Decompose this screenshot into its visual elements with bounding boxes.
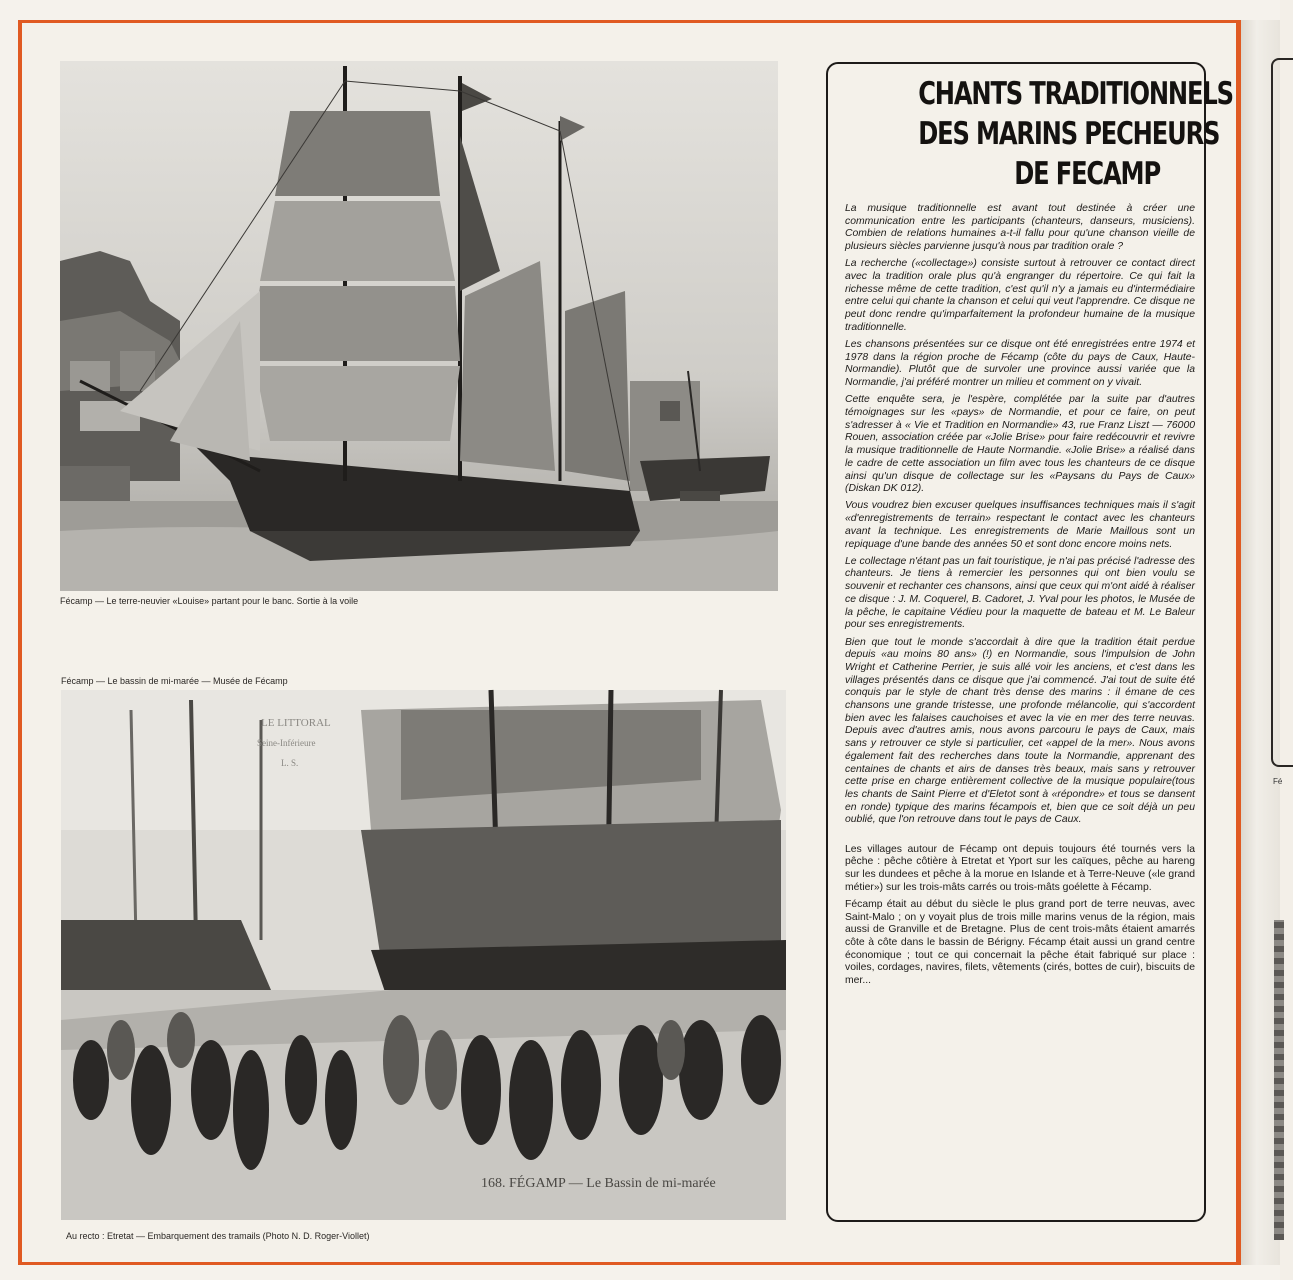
flap-caption-fragment: Fé — [1273, 777, 1283, 786]
title-line-3: DE FECAMP — [1014, 156, 1160, 192]
paragraph: Les chansons présentées sur ce disque ont été enregistrées entre 1974 et 1978 dans la région proche de Fécamp (côte du pays de Caux, Haute-Normandie). Plutôt que de survoler une province aussi variée que la Normandie, j'ai préféré montrer un milieu et comment on y vivait. — [845, 339, 1195, 389]
caption-bottom-photo: Fécamp — Le bassin de mi-marée — Musée de Fécamp — [61, 676, 288, 686]
paragraph: Fécamp était au début du siècle le plus grand port de terre neuvas, avec Saint-Malo ; on y voyait plus de trois mille marins venus de la région, mais aussi de Granville et de Bretagne. Plus de cent trois-mâts étaient amarrés côte à côte dans le bassin de Bérigny. Fécamp était aussi un grand centre économique ; tout ce qui concernait la pêche était fabriqué sur place : voiles, cordages, navires, filets, vêtements (cirés, bottes de cuir), biscuits de mer... — [845, 898, 1195, 987]
orange-edge-bottom — [20, 1262, 1260, 1265]
caption-verso: Au recto : Etretat — Embarquement des tramails (Photo N. D. Roger-Viollet) — [66, 1231, 370, 1241]
liner-notes-italic-section — [845, 203, 1195, 827]
postcard-caption: 168. FÉGAMP — Le Bassin de mi-marée — [481, 1176, 716, 1191]
ship-illustration — [60, 61, 778, 591]
orange-edge-top — [20, 20, 1260, 23]
liner-notes-history-section — [845, 844, 1195, 988]
album-title — [918, 74, 1233, 194]
title-line-2: DES MARINS PECHEURS — [918, 116, 1220, 152]
photo-bassin-mi-maree — [61, 690, 786, 1220]
postcard-stamp-line1: LE LITTORAL — [261, 717, 331, 729]
orange-edge-left — [18, 20, 22, 1265]
caption-top-photo: Fécamp — Le terre-neuvier «Louise» partant pour le banc. Sortie à la voile — [60, 596, 359, 606]
paragraph: Cette enquête sera, je l'espère, complétée par la suite par d'autres témoignages sur les «pays» de Normandie, et pour ce faire, on peut s'adresser à « Vie et Tradition en Normandie» 43, rue Franz Liszt — 76000 Rouen, association créée par «Jolie Brise» pour faire redécouvrir et revivre la musique traditionnelle de Haute Normandie. «Jolie Brise» a réalisé dans le cadre de cette association un film avec tous les chanteurs de ce disque ainsi qu'un disque de collectage sur les «Paysans du Pays de Caux» (Diskan DK 012). — [845, 394, 1195, 495]
paragraph: La recherche («collectage») consiste surtout à retrouver ce contact direct avec la tradition orale plus qu'à engranger du répertoire. Ce qui fait la richesse même de cette tradition, c'est qu'il n'y a jamais eu d'intermédiaire entre celui qui chante la chanson et celui qui veut l'apprendre. Ce disque ne peut donc rendre qu'imparfaitement la profondeur humaine de la musique traditionnelle. — [845, 258, 1195, 333]
liner-notes-text — [845, 203, 1195, 992]
postcard-stamp-line3: L. S. — [281, 758, 299, 768]
photo-terre-neuvier-louise — [60, 61, 778, 591]
paragraph: La musique traditionnelle est avant tout destinée à créer une communication entre les participants (chanteurs, danseurs, musiciens). Combien de relations humaines a-t-il fallu pour qu'une chanson vieille de plusieurs siècles parvienne jusqu'à nous par tradition orale ? — [845, 203, 1195, 253]
section-gap — [845, 832, 1195, 844]
title-line-1: CHANTS TRADITIONNELS — [918, 76, 1233, 112]
paragraph: Les villages autour de Fécamp ont depuis toujours été tournés vers la pêche : pêche côtière à Etretat et Yport sur les caïques, pêche au hareng sur les dundees et pêche à la morue en Islande et à Terre-Neuve («le grand métier») sur les trois-mâts carrés ou trois-mâts goélette à Fécamp. — [845, 843, 1195, 893]
flap-text-box — [1271, 58, 1293, 767]
right-flap — [1241, 20, 1283, 1265]
paragraph: Vous voudrez bien excuser quelques insuffisances techniques mais il s'agit «d'enregistrements de terrain» respectant le contact avec les chanteurs avant la technique. Les enregistrements de Marie Maillous sont un repiquage d'une bande des années 50 et sont donc encore moins nets. — [845, 500, 1195, 550]
paragraph: Le collectage n'étant pas un fait touristique, je n'ai pas précisé l'adresse des chanteurs. Je tiens à remercier les personnes qui ont bien voulu se souvenir et rechanter ces chansons, ainsi que ceux qui m'ont aidé à réaliser ce disque : J. M. Coquerel, B. Cadoret, J. Yval pour les photos, le Musée de la pêche, le capitaine Védieu pour la maquette de bateau et M. Le Baleur pour ses enregistrements. — [845, 555, 1195, 631]
postcard-stamp-line2: Seine-Inférieure — [257, 738, 316, 748]
harbour-illustration — [61, 690, 786, 1220]
paragraph: Bien que tout le monde s'accordait à dire que la tradition était perdue depuis «au moins 80 ans» (!) en Normandie, sous l'impulsion de John Wright et Catherine Perrier, je suis allé voir les anciens, et c'est dans les villages présentés dans ce disque que j'ai commencé. J'ai tout de suite été conquis par le style de chant très dense des marins : il émane de ces chansons une grande tristesse, une profonde mélancolie, qui s'accordent bien avec les falaises cauchoises et avec la vie en mer des terre neuvas. Depuis avec d'autres amis, nous avons parcouru le pays de Caux, mais sans y retrouver ce style si particulier, cet «appel de la mer». Nous avons également fait des recherches dans toute la Normandie, apprenant des centaines de chants et airs de danses très beaux, mais sans y retrouver cette prise en charge entièrement collective de la musique populaire(tous les chants de Saint Pierre et d'Eletot sont à «répondre» et tous se dansent en ronde) typique des marins fécampois et, bien que ce soit déjà un peu oublié, que l'on retrouve dans tout le pays de Caux. — [845, 636, 1195, 826]
flap-photo — [1274, 920, 1284, 1240]
